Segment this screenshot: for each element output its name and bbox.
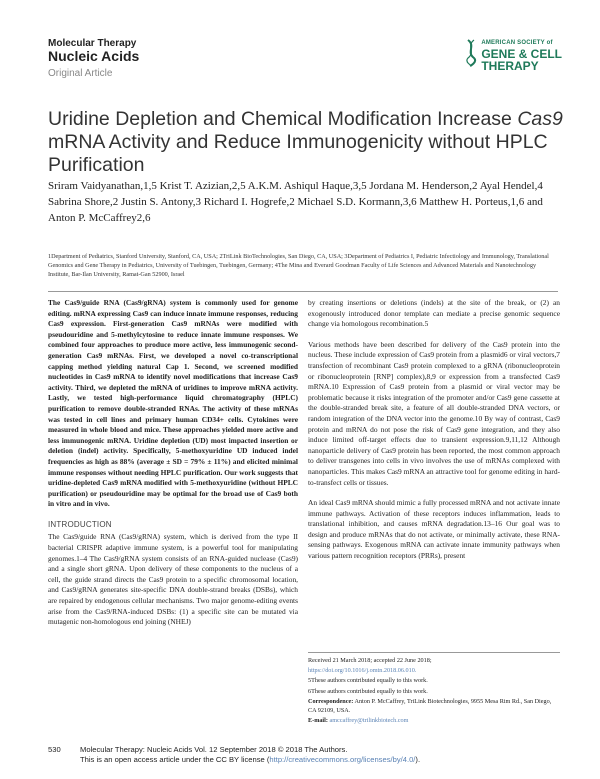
correspondence-text: Anton P. McCaffrey, TriLink Biotechnologies, 9955 Mesa Rim Rd., San Diego, CA 92109, USA. xyxy=(308,697,552,715)
divider xyxy=(48,291,558,292)
email xyxy=(308,716,560,725)
page-footer xyxy=(48,745,420,765)
society-line1: AMERICAN SOCIETY of xyxy=(481,40,553,46)
footer-citation: Molecular Therapy: Nucleic Acids Vol. 12 September 2018 © 2018 The Authors. xyxy=(80,745,348,754)
society-line3: THERAPY xyxy=(481,59,539,73)
affiliations: 1Department of Pediatrics, Stanford University, Stanford, CA, USA; 2TriLink BioTechnologies, San Diego, CA, USA; 3Department of Pediatrics I, Pediatric Infectiology and Immunology, Translational Genomics and Gene Therapy in Pediatrics, University of Tuebingen, Tuebingen, Germany; 4The Mina and Everard Goodman Faculty of Life Sciences and Advanced Materials and Nanotechnology Institute, Bar-Ilan University, Ramat-Gan 52900, Israel xyxy=(48,253,549,278)
license-suffix: ). xyxy=(415,755,421,764)
journal-name-line2: Nucleic Acids xyxy=(48,48,140,64)
title-part1: Uridine Depletion and Chemical Modification Increase xyxy=(48,108,518,130)
right-paragraph-2: Various methods have been described for delivery of the Cas9 protein into the nucleus. These include expression of Cas9 protein from a plasmid6 or viral vectors,7 transfection of recombinant Cas9 protein complexed to a gRNA (ribonucleoprotein or ribonucleoprotein [RNP] complex),8,9 or expression from a transfected Cas9 mRNA.10 Expression of Cas9 protein from a plasmid or viral vector may be problematic because it risks integration of the promoter and/or Cas9 gene cassette at the double-stranded break site, a feature of all double-stranded DNA vectors, or random integration of the DNA vector into the genome.10 By way of contrast, Cas9 protein and mRNA do not pose the risk of Cas9 gene integration, and they also induce limited off-target effects due to transient expression.9,11,12 Although nanoparticle delivery of Cas9 protein has been reported, the most common approach to deliver transgenes into cells in vivo involves the use of mRNAs complexed with nanoparticles. This makes Cas9 mRNA an attractive tool for genome editing in hard-to-transfect cells or tissues. xyxy=(308,339,560,487)
email-label: E-mail: xyxy=(308,717,328,725)
title-part2: mRNA Activity and Reduce Immunogenicity without HPLC Purification xyxy=(48,131,548,176)
society-line2: GENE & CELL xyxy=(481,47,562,61)
correspondence xyxy=(308,697,560,715)
society-logo xyxy=(464,38,562,72)
equal-contribution-note-5: 5These authors contributed equally to this work. xyxy=(308,677,428,685)
author-list: Sriram Vaidyanathan,1,5 Krist T. Azizian,2,5 A.K.M. Ashiqul Haque,3,5 Jordana M. Henderson,2 Ayal Hendel,4 Sabrina Shore,2 Justin S. Antony,3 Richard I. Hogrefe,2 Michael S.D. Kormann,3,6 Matthew H. Porteus,1,6 and Anton P. McCaffrey2,6 xyxy=(48,180,543,224)
received-dates: Received 21 March 2018; accepted 22 June 2018; xyxy=(308,657,432,664)
article-title xyxy=(48,108,568,177)
journal-masthead xyxy=(48,38,139,79)
right-column xyxy=(308,298,560,572)
intro-paragraph: The Cas9/guide RNA (Cas9/gRNA) system, which is derived from the type II bacterial CRISPR adaptive immune system, is a powerful tool for manipulating genomes.1–4 The Cas9/gRNA system consists of an RNA-guided nuclease (Cas9) and a single short gRNA. Upon delivery of these components to the nucleus of a cell, the guide strand directs the Cas9 protein to a specific chromosomal location, and Cas9/gRNA generates site-specific DNA double-strand breaks (DSBs), which are repaired by endogenous cellular mechanisms. Two major genome-editing events arise from the Cas9/RNA-induced DSBs: (1) a specific site can be mutated via mutagenic non-homologous end joining (NHEJ) xyxy=(48,532,298,627)
correspondence-label: Correspondence: xyxy=(308,697,354,705)
article-type: Original Article xyxy=(48,68,113,79)
journal-name-line1: Molecular Therapy xyxy=(48,38,137,49)
left-column xyxy=(48,298,298,638)
abstract: The Cas9/guide RNA (Cas9/gRNA) system is commonly used for genome editing. mRNA expressing Cas9 can induce innate immune responses, reducing Cas9 expression. First-generation Cas9 mRNAs were modified with pseudouridine and 5-methylcytosine to reduce innate immune responses. We combined four approaches to produce more active, less immunogenic second-generation Cas9 mRNAs. First, we developed a novel co-transcriptional capping method yielding natural Cap 1. Second, we screened modified nucleotides in Cas9 mRNA to identify novel modifications that increase Cas9 activity. Third, we depleted the mRNA of uridines to improve mRNA activity. Lastly, we tested high-performance liquid chromatography (HPLC) purification to remove double-stranded RNAs. The activity of these mRNAs was tested in cell lines and primary human CD34+ cells. Cytokines were measured in whole blood and mice. These approaches yielded more active and less immunogenic mRNA. Uridine depletion (UD) most impacted insertion or deletion (indel) activity. Specifically, 5-methoxyuridine UD induced indel frequencies as high as 88% (average ± SD = 79% ± 11%) and elicited minimal immune responses without needing HPLC purification. Our work suggests that uridine-depleted Cas9 mRNA modified with 5-methoxyuridine (without HPLC purification) or pseudouridine may be optimal for the broad use of Cas9 both in vitro and in vivo. xyxy=(48,298,298,509)
title-italic: Cas9 xyxy=(517,108,563,130)
license-link[interactable]: http://creativecommons.org/licenses/by/4.0/ xyxy=(269,755,416,764)
intro-heading: INTRODUCTION xyxy=(48,519,112,529)
doi-link[interactable]: https://doi.org/10.1016/j.omtn.2018.06.010. xyxy=(308,667,417,675)
article-metadata xyxy=(308,652,560,726)
page-number: 530 xyxy=(48,745,61,754)
right-paragraph-3: An ideal Cas9 mRNA should mimic a fully processed mRNA and not activate innate immune pathways. Activation of these receptors induces inflammation, leads to translational inhibition, and causes mRNA degradation.13–16 Our goal was to design and produce mRNAs that do not activate, or minimally activate, these RNA-sensing pathways. Exogenous mRNA can activate innate immunity pathways when various pattern recognition receptors (PRRs), present xyxy=(308,498,560,561)
email-link[interactable]: amccaffrey@trilinkbiotech.com xyxy=(327,717,409,725)
license-prefix: This is an open access article under the CC BY license ( xyxy=(80,755,270,764)
right-paragraph-1: by creating insertions or deletions (indels) at the site of the break, or (2) an exogenously introduced donor template can mediate a precise genomic sequence change via homologous recombination.5 xyxy=(308,298,560,329)
society-emblem-icon xyxy=(464,38,478,68)
equal-contribution-note-6: 6These authors contributed equally to this work. xyxy=(308,687,428,695)
